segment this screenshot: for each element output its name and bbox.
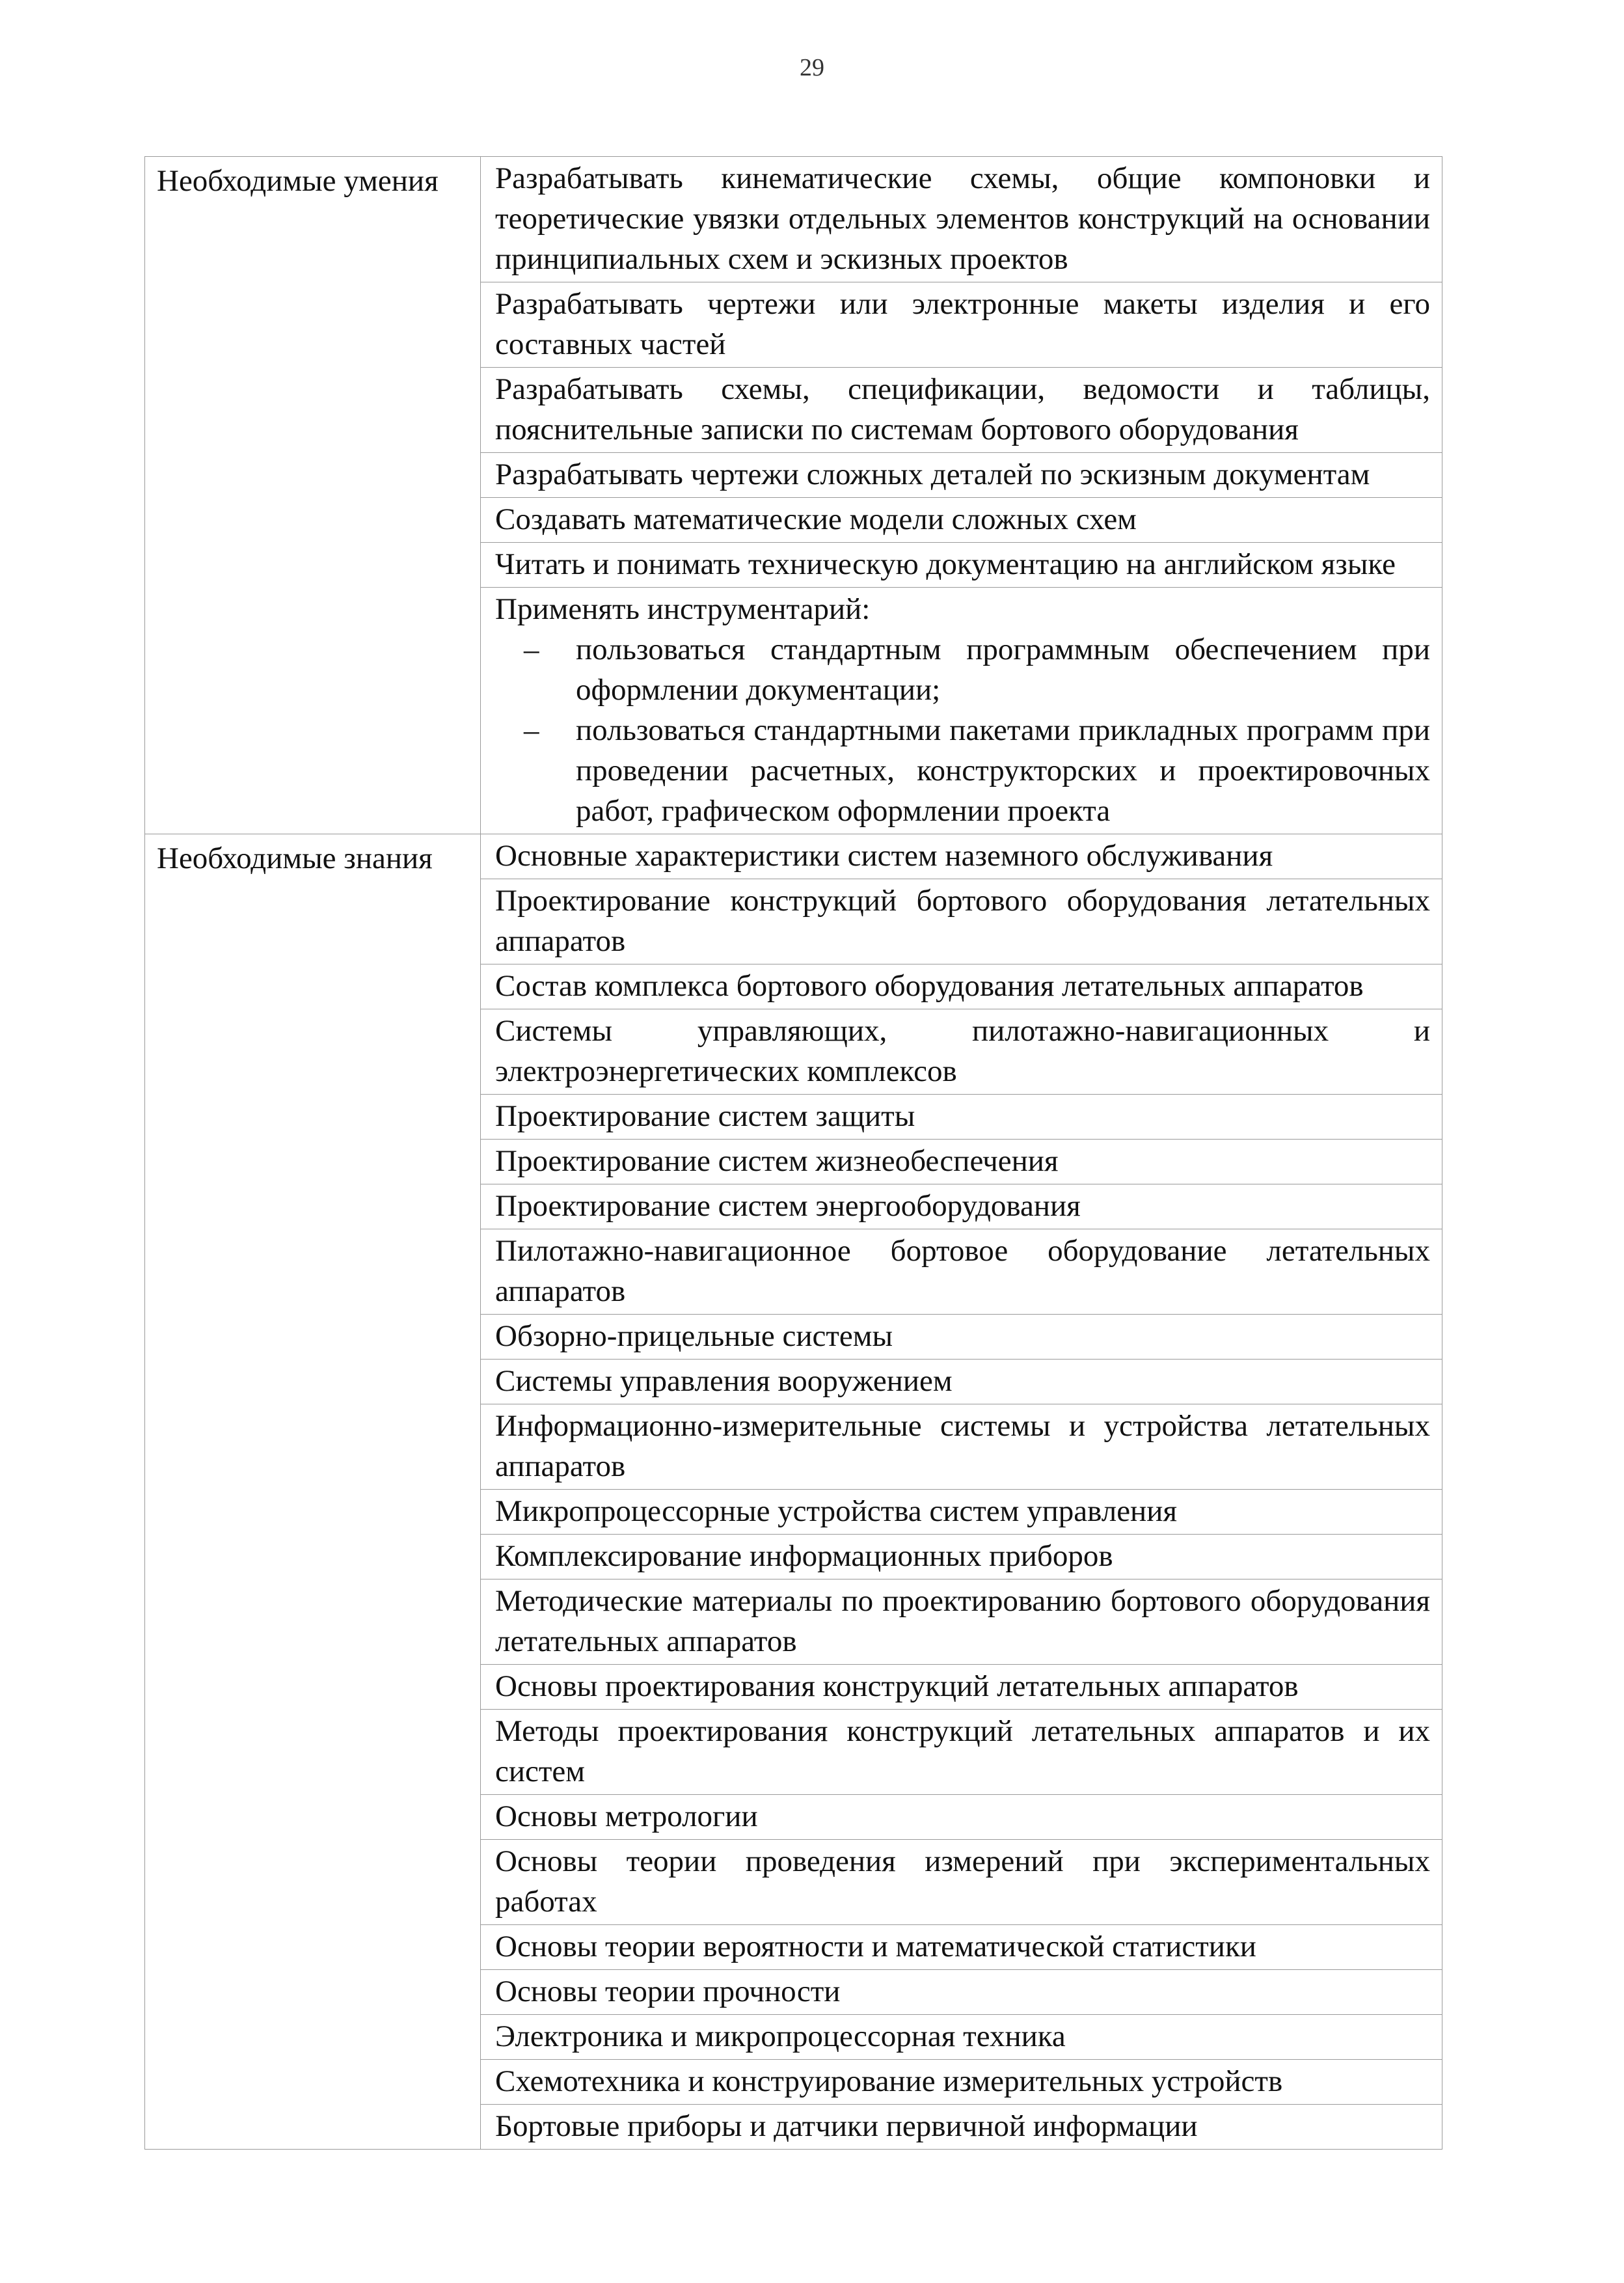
knowledge-item: Состав комплекса бортового оборудования летательных аппаратов xyxy=(481,964,1442,1009)
skill-item: Разрабатывать чертежи или электронные макеты изделия и его составных частей xyxy=(481,282,1442,368)
knowledge-item: Микропроцессорные устройства систем управления xyxy=(481,1490,1442,1535)
list-item: – пользоваться стандартными пакетами прикладных программ при проведении расчетных, конструкторских и проектировочных работ, графическом оформлении проекта xyxy=(495,710,1430,831)
skill-item: Разрабатывать кинематические схемы, общие компоновки и теоретические увязки отдельных элементов конструкций на основании принципиальных схем и эскизных проектов xyxy=(481,157,1442,282)
knowledge-item: Информационно-измерительные системы и устройства летательных аппаратов xyxy=(481,1404,1442,1490)
knowledge-item: Проектирование систем энергооборудования xyxy=(481,1184,1442,1229)
knowledge-label: Необходимые знания xyxy=(145,834,481,2150)
skill-item: Читать и понимать техническую документацию на английском языке xyxy=(481,543,1442,588)
knowledge-item: Основы теории проведения измерений при экспериментальных работах xyxy=(481,1840,1442,1925)
skill-item: Создавать математические модели сложных схем xyxy=(481,498,1442,543)
knowledge-item: Схемотехника и конструирование измерительных устройств xyxy=(481,2060,1442,2105)
tools-list xyxy=(495,629,1430,831)
knowledge-item: Комплексирование информационных приборов xyxy=(481,1535,1442,1579)
knowledge-item: Основы теории вероятности и математической статистики xyxy=(481,1925,1442,1970)
knowledge-item: Основы проектирования конструкций летательных аппаратов xyxy=(481,1665,1442,1710)
requirements-table xyxy=(144,156,1442,2150)
knowledge-item: Основные характеристики систем наземного обслуживания xyxy=(481,834,1442,879)
skills-label: Необходимые умения xyxy=(145,157,481,834)
knowledge-item: Основы теории прочности xyxy=(481,1970,1442,2015)
knowledge-item: Методы проектирования конструкций летательных аппаратов и их систем xyxy=(481,1710,1442,1795)
knowledge-item: Методические материалы по проектированию бортового оборудования летательных аппаратов xyxy=(481,1579,1442,1665)
list-item: – пользоваться стандартным программным обеспечением при оформлении документации; xyxy=(495,629,1430,710)
knowledge-item: Системы управления вооружением xyxy=(481,1360,1442,1404)
knowledge-item: Системы управляющих, пилотажно-навигационных и электроэнергетических комплексов xyxy=(481,1009,1442,1095)
skill-item: Разрабатывать чертежи сложных деталей по эскизным документам xyxy=(481,453,1442,498)
table-row xyxy=(145,834,1442,879)
tools-intro: Применять инструментарий: xyxy=(495,592,871,626)
table-row xyxy=(145,157,1442,282)
skill-tools-item xyxy=(481,588,1442,834)
skill-item: Разрабатывать схемы, спецификации, ведомости и таблицы, пояснительные записки по системам бортового оборудования xyxy=(481,368,1442,453)
knowledge-item: Проектирование систем жизнеобеспечения xyxy=(481,1140,1442,1184)
knowledge-item: Основы метрологии xyxy=(481,1795,1442,1840)
knowledge-item: Проектирование конструкций бортового оборудования летательных аппаратов xyxy=(481,879,1442,964)
knowledge-item: Пилотажно-навигационное бортовое оборудование летательных аппаратов xyxy=(481,1229,1442,1315)
knowledge-item: Бортовые приборы и датчики первичной информации xyxy=(481,2105,1442,2150)
knowledge-item: Обзорно-прицельные системы xyxy=(481,1315,1442,1360)
page-number: 29 xyxy=(800,54,824,81)
knowledge-item: Проектирование систем защиты xyxy=(481,1095,1442,1140)
knowledge-item: Электроника и микропроцессорная техника xyxy=(481,2015,1442,2060)
